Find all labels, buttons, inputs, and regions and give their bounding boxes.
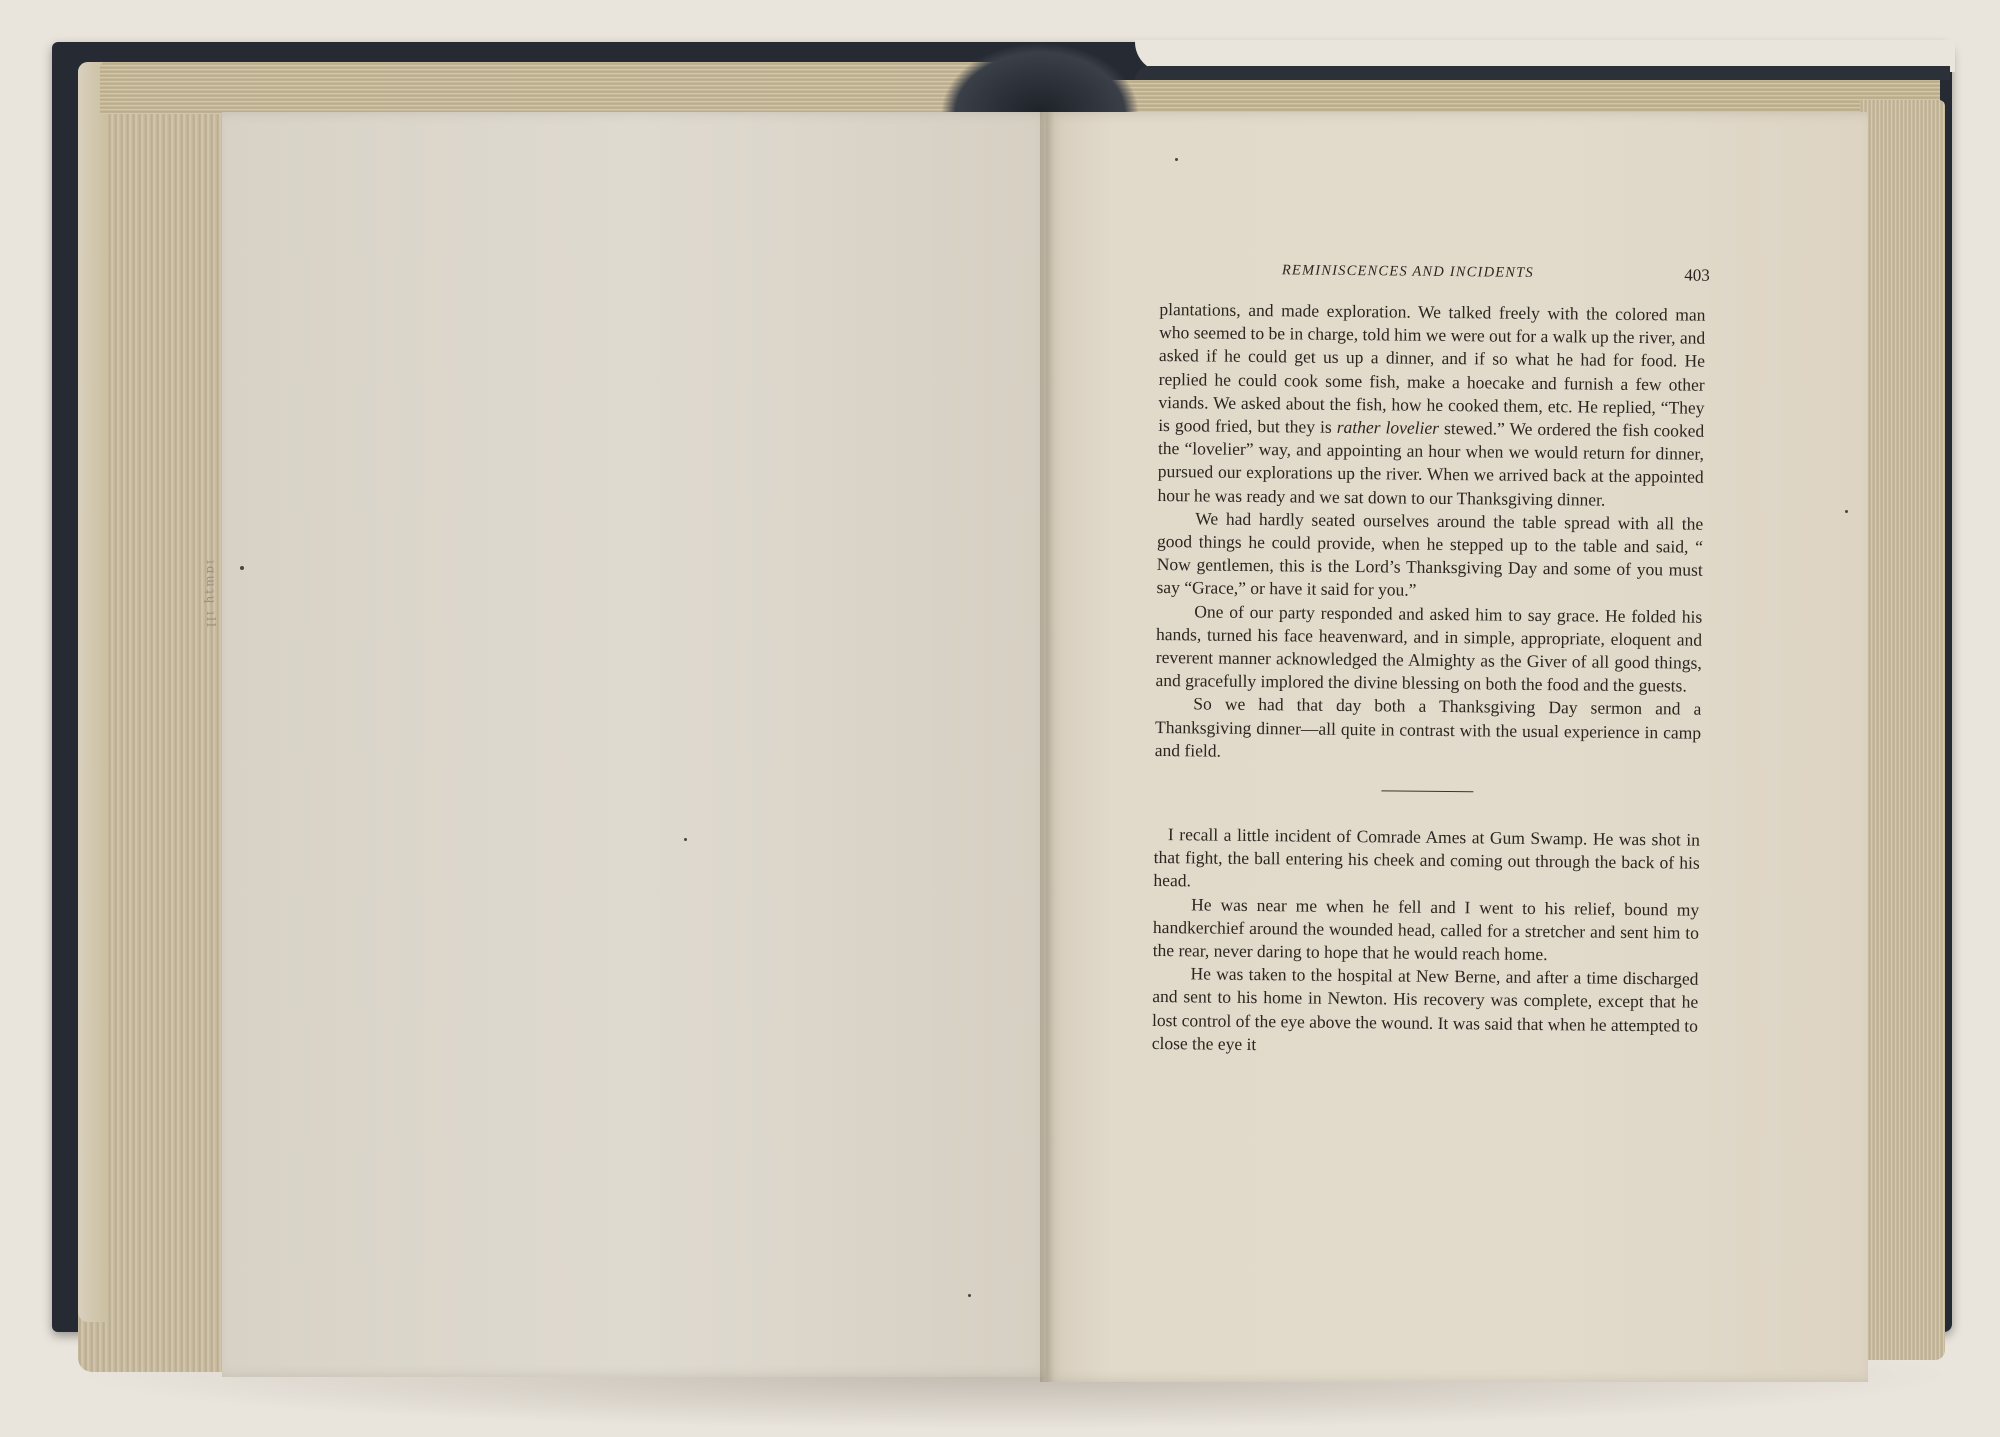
paragraph: One of our party responded and asked him to say grace. He folded his hands, turned his face heavenward, and in simple, appropriate, eloquent and reverent manner acknowledged the Almighty as the Giver of all good things, and gracefully implored the divine blessing on both the food and the guests. xyxy=(1155,601,1703,696)
paper-speck xyxy=(240,566,244,570)
page-text-block xyxy=(1151,258,1710,1061)
paper-speck xyxy=(1845,510,1848,513)
cover-top-edge xyxy=(1135,66,1950,80)
paragraph: I recall a little incident of Comrade Ames at Gum Swamp. He was shot in that fight, the ball entering his cheek and coming out through the back of his head. xyxy=(1153,824,1701,891)
top-right-page-edges xyxy=(1080,80,1940,116)
page-number: 403 xyxy=(1684,265,1710,285)
paper-speck xyxy=(1175,158,1178,161)
paper-speck xyxy=(968,1294,971,1297)
paragraph: He was near me when he fell and I went to his relief, bound my handkerchief around the wounded head, called for a stretcher and sent him to the rear, never daring to hope that he would reach home. xyxy=(1152,894,1700,965)
left-outer-edges xyxy=(78,62,108,1322)
bleed-through-marks: ıɑɯʇɥ ıll xyxy=(204,560,218,629)
running-head-title: REMINISCENCES AND INCIDENTS xyxy=(1281,262,1535,281)
spine-fold xyxy=(940,42,1140,114)
paragraph: So we had that day both a Thanksgiving Day sermon and a Thanksgiving dinner—all quite in contrast with the usual experience in camp and field. xyxy=(1154,693,1702,761)
paragraph: plantations, and made exploration. We talked freely with the colored man who seemed to be in charge, told him we were out for a walk up the river, and asked if he could get us up a dinner, and if so what he had for food. He replied he could cook some fish, make a hoecake and furnish a few other viands. We asked about the fish, how he cooked them, etc. He replied, “They is good fried, but they is rather lovelier stewed.” We ordered the fish cooked the “lovelier” way, and appointing an hour when we would return for dinner, pursued our explorations up the river. When we arrived back at the appointed hour he was ready and we sat down to our Thanksgiving dinner. xyxy=(1157,298,1706,510)
left-page-blank xyxy=(222,112,1052,1377)
italic-phrase: rather lovelier xyxy=(1336,416,1440,438)
running-head xyxy=(1160,258,1710,292)
page-gutter xyxy=(1040,112,1054,1382)
section-divider xyxy=(1381,790,1473,792)
paragraph: We had hardly seated ourselves around the table spread with all the good things he could provide, when he stepped up to the table and said, “ Now gentlemen, this is the Lord’s Thanksgiving Day and some of you must say “Grace,” or have it said for you.” xyxy=(1156,508,1704,601)
right-page-edges xyxy=(1860,100,1945,1360)
paper-speck xyxy=(684,838,687,841)
paragraph: He was taken to the hospital at New Berne, and after a time discharged and sent to his home in Newton. His recovery was complete, except that he lost control of the eye above the wound. It was said that when he attempted to close the eye it xyxy=(1151,963,1699,1054)
